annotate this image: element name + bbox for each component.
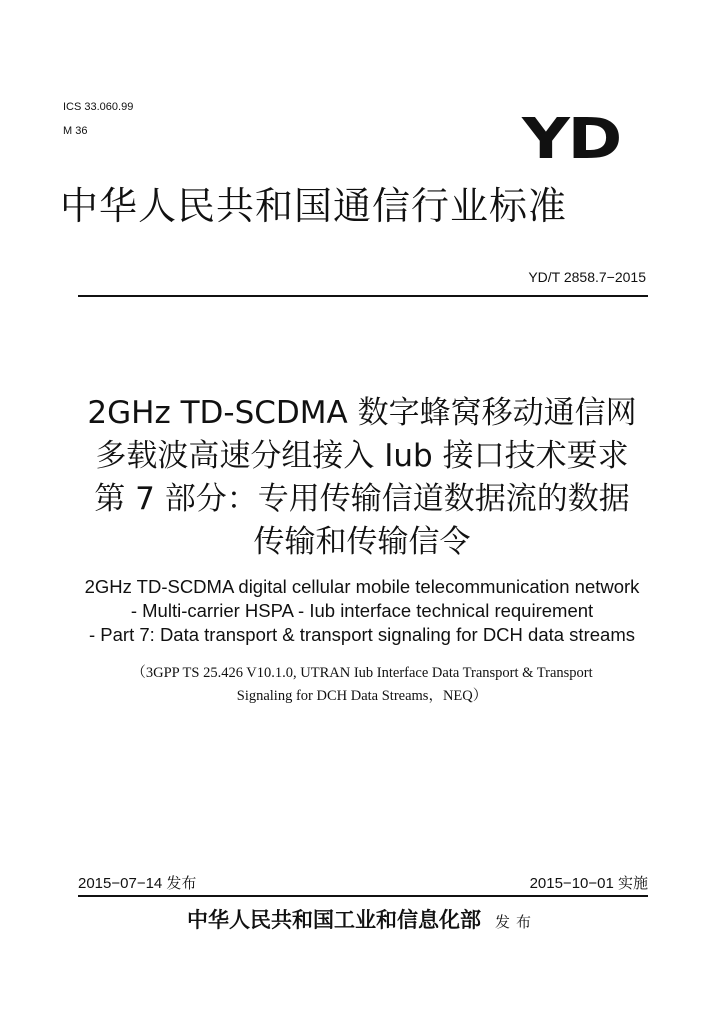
ics-code: ICS 33.060.99 [63,101,134,113]
yd-logo: YD [522,107,620,172]
chinese-title-line-4: 传输和传输信令 [253,524,471,560]
reference-line-1: （3GPP TS 25.426 V10.1.0, UTRAN Iub Interface Data Transport & Transport [131,665,593,681]
issue-date: 2015−07−14 发布 [78,875,197,892]
footer-divider [78,895,648,897]
reference-note [40,662,684,708]
english-title-line-2: - Multi-carrier HSPA - Iub interface technical requirement [130,600,594,621]
publisher-line [40,905,684,937]
english-title-line-1: 2GHz TD-SCDMA digital cellular mobile telecommunication network [84,576,640,597]
standard-family-title: 中华人民共和国通信行业标准 [60,184,568,228]
standard-number: YD/T 2858.7−2015 [528,269,646,285]
chinese-title-line-2: 多载波高速分组接入 Iub 接口技术要求 [95,438,629,474]
publisher-name: 中华人民共和国工业和信息化部 [186,907,481,932]
header-divider [78,295,648,297]
classification-code: M 36 [63,125,88,137]
implementation-date: 2015−10−01 实施 [529,875,648,892]
english-title [40,575,684,647]
publisher-action: 发布 [494,913,537,931]
chinese-title-line-1: 2GHz TD-SCDMA 数字蜂窝移动通信网 [87,395,637,431]
english-title-line-3: - Part 7: Data transport & transport signaling for DCH data streams [89,624,635,645]
chinese-title-line-3: 第 7 部分：专用传输信道数据流的数据 [94,481,630,517]
reference-line-2: Signaling for DCH Data Streams，NEQ） [236,688,488,704]
chinese-title [40,392,684,564]
